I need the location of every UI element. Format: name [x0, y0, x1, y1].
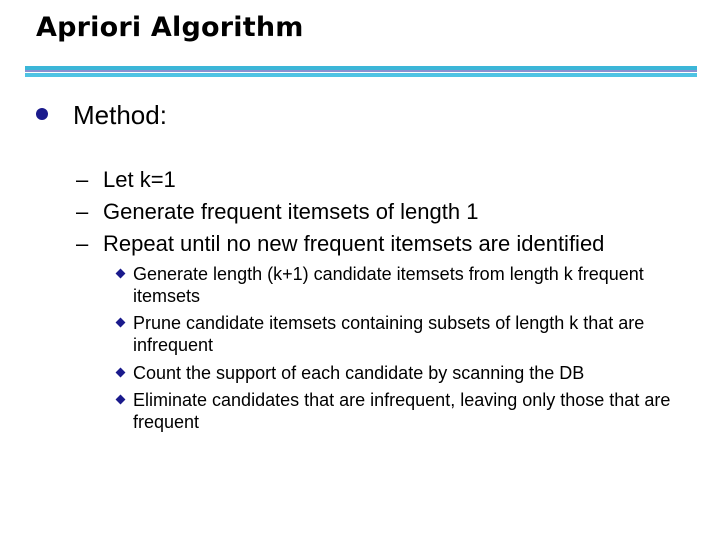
substep-text: Prune candidate itemsets containing subsets of length k that are infrequent: [133, 313, 645, 355]
substep-item: [113, 389, 683, 433]
dash-icon: –: [76, 199, 89, 224]
dash-icon: –: [76, 167, 89, 192]
bullet-dot-icon: [36, 108, 48, 120]
step-text: Repeat until no new frequent itemsets are identified: [103, 231, 605, 256]
title-rule-bottom: [25, 73, 697, 77]
diamond-bullet-icon: [116, 318, 126, 328]
diamond-bullet-icon: [116, 395, 126, 405]
slide-title: Apriori Algorithm: [36, 12, 304, 43]
substep-item: [113, 263, 683, 307]
substep-item: [113, 312, 683, 356]
substep-text: Generate length (k+1) candidate itemsets from length k frequent itemsets: [133, 264, 644, 306]
substep-text: Count the support of each candidate by scanning the DB: [133, 363, 585, 383]
diamond-bullet-icon: [116, 368, 126, 378]
diamond-bullet-icon: [116, 269, 126, 279]
dash-icon: –: [76, 231, 89, 256]
method-heading: Method:: [73, 100, 167, 130]
title-rule-middle: [25, 70, 697, 72]
substep-text: Eliminate candidates that are infrequent, leaving only those that are frequent: [133, 390, 671, 432]
step-text: Let k=1: [103, 167, 176, 192]
step-text: Generate frequent itemsets of length 1: [103, 199, 479, 224]
substep-item: [113, 362, 683, 384]
